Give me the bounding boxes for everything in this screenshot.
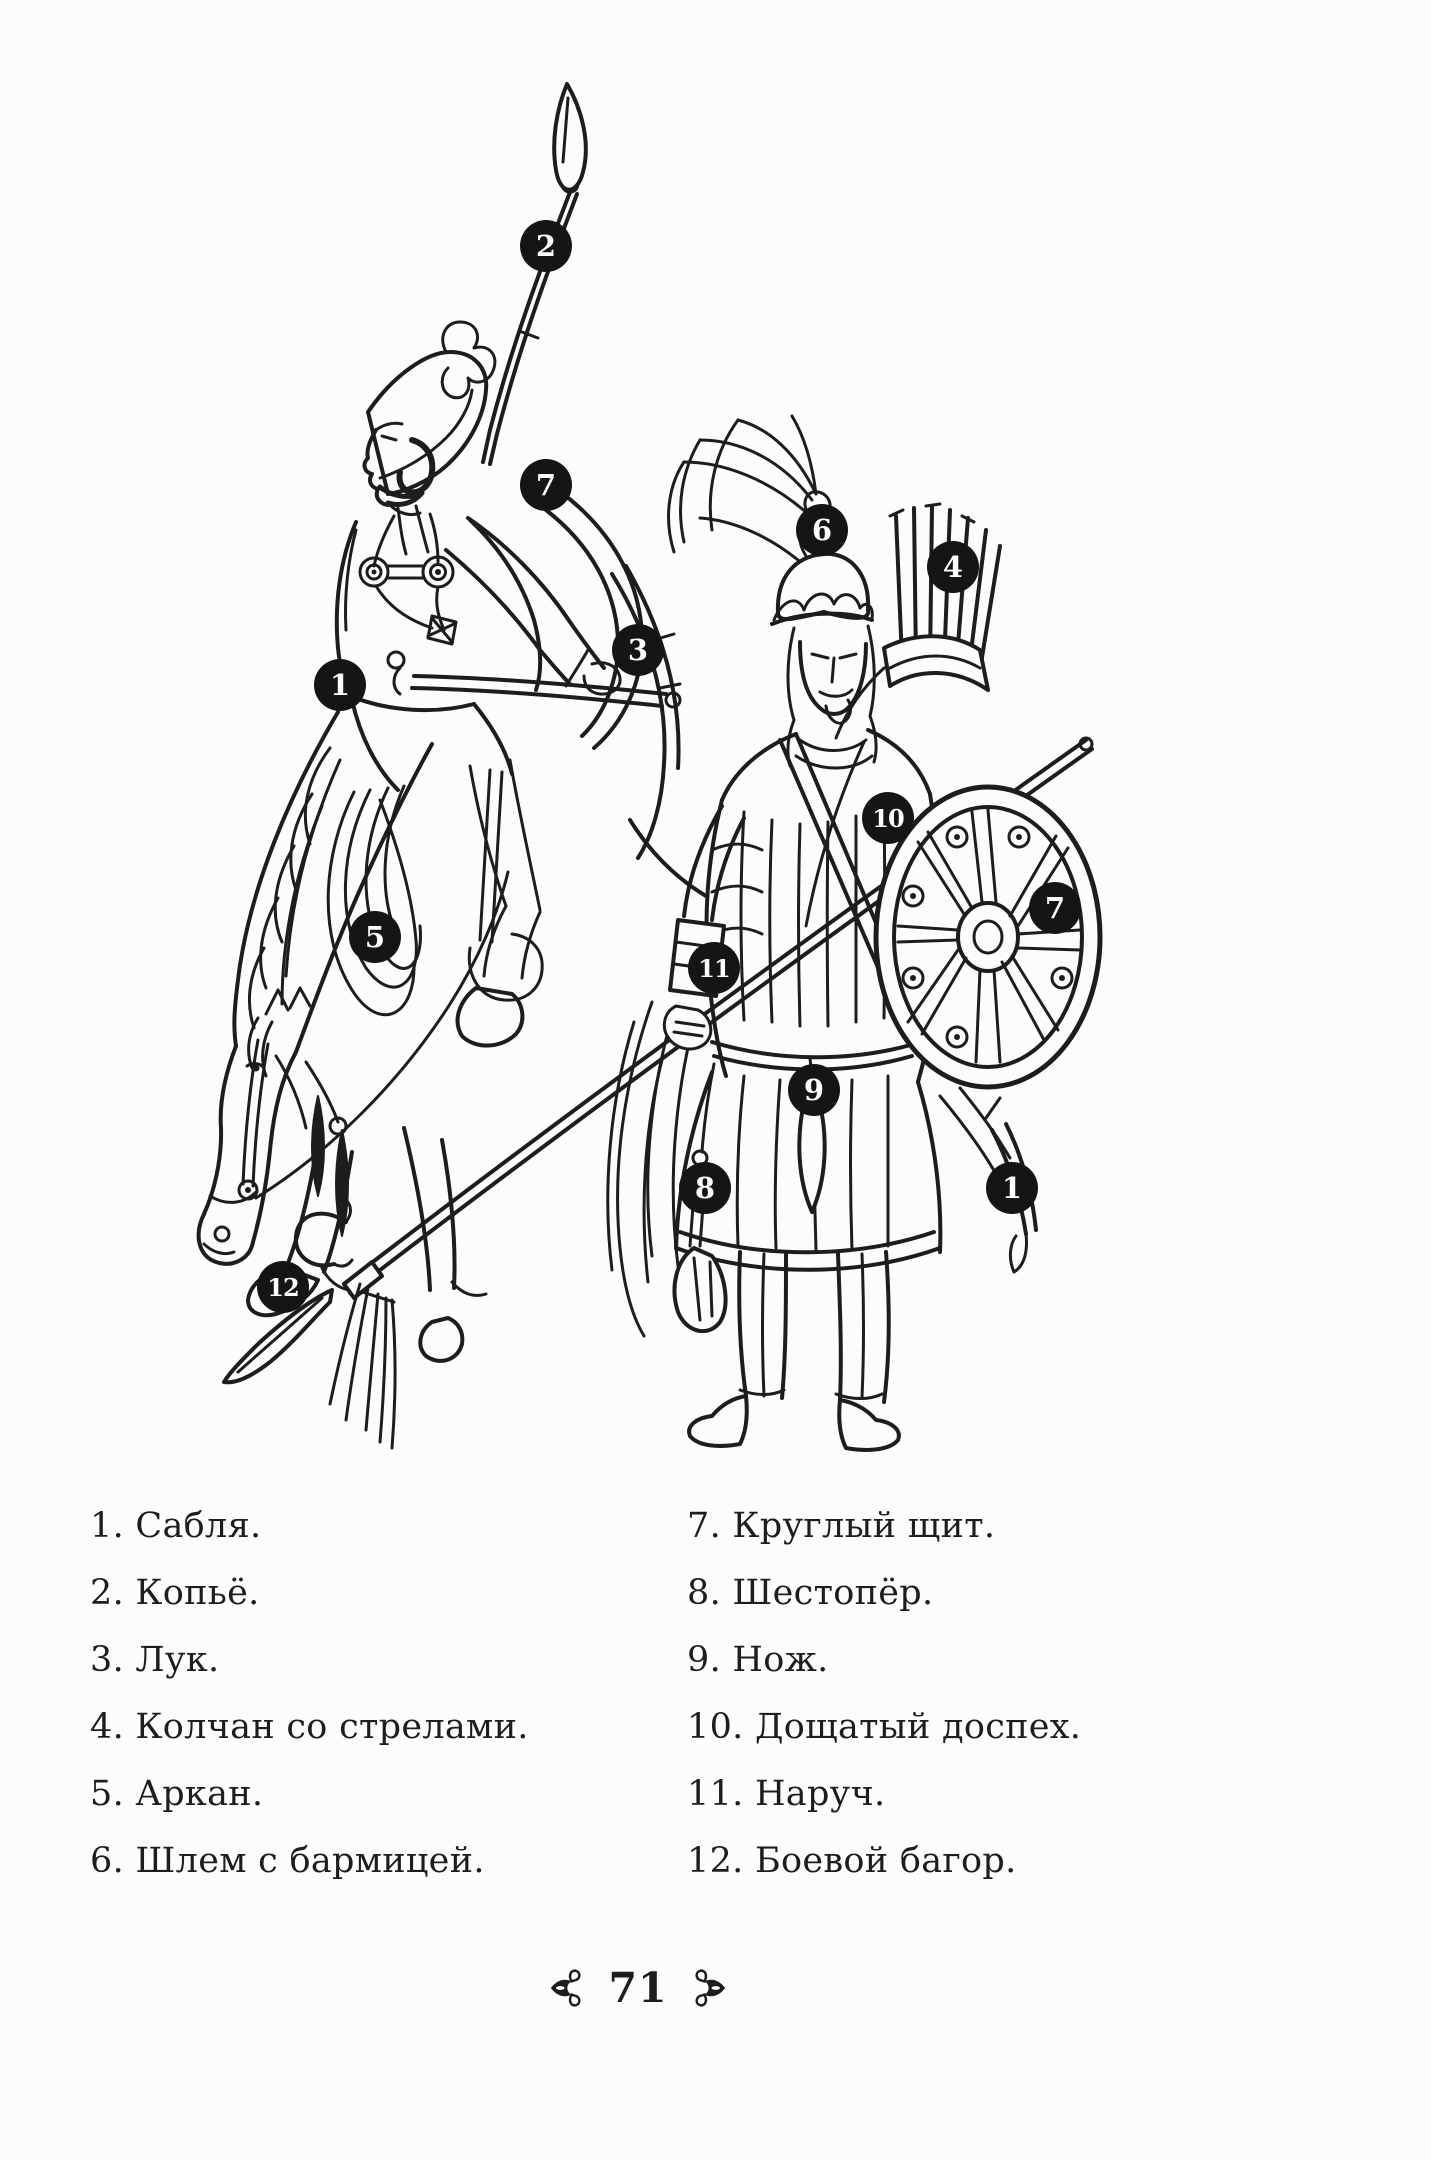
- page-number: 71: [608, 1964, 668, 2012]
- callout-badge-4: 4: [927, 541, 979, 593]
- illustration-warriors: [90, 40, 1290, 1480]
- callout-badge-3: 3: [612, 624, 664, 676]
- legend-item: 12. Боевой багор.: [687, 1841, 1017, 1881]
- legend-item: 11. Наруч.: [687, 1774, 886, 1814]
- callout-badge-5: 5: [349, 911, 401, 963]
- legend-column-right: [687, 1493, 1081, 1895]
- callout-badge-1: 1: [986, 1162, 1038, 1214]
- legend-column-left: [90, 1493, 529, 1895]
- legend-item: 6. Шлем с бармицей.: [90, 1841, 485, 1881]
- legend-item: 7. Круглый щит.: [687, 1506, 996, 1546]
- callout-badge-2: 2: [520, 220, 572, 272]
- callout-badge-1: 1: [314, 659, 366, 711]
- callout-badge-7: 7: [1029, 882, 1081, 934]
- legend-item: 4. Колчан со стрелами.: [90, 1707, 529, 1747]
- fleuron-right-icon: [694, 1968, 728, 2008]
- bow-drawing: [612, 566, 706, 896]
- page-footer: [0, 1958, 1276, 2018]
- callout-badge-12: 12: [257, 1261, 309, 1313]
- callout-badge-10: 10: [862, 792, 914, 844]
- legend-item: 2. Копьё.: [90, 1573, 260, 1613]
- callout-badge-9: 9: [788, 1064, 840, 1116]
- legend-item: 9. Нож.: [687, 1640, 829, 1680]
- legend-item: 5. Аркан.: [90, 1774, 264, 1814]
- back-shield-drawing: [546, 490, 642, 748]
- callout-badge-6: 6: [796, 504, 848, 556]
- callout-badge-11: 11: [688, 942, 740, 994]
- callout-badge-7: 7: [520, 459, 572, 511]
- fleuron-left-icon: [548, 1968, 582, 2008]
- legend-item: 1. Сабля.: [90, 1506, 262, 1546]
- legend-item: 10. Дощатый доспех.: [687, 1707, 1082, 1747]
- legend-item: 8. Шестопёр.: [687, 1573, 934, 1613]
- legend-item: 3. Лук.: [90, 1640, 220, 1680]
- spear-drawing: [483, 84, 586, 464]
- callout-badge-8: 8: [679, 1162, 731, 1214]
